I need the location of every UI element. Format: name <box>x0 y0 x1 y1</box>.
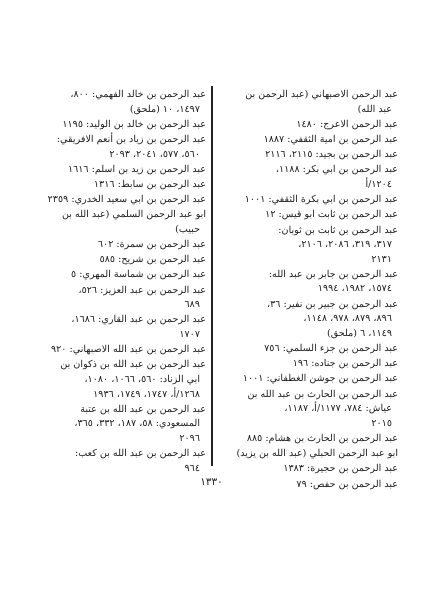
index-entry <box>216 88 398 117</box>
entry-line: عبد الرحمن بن خالد بن الوليد: ١١٩٥ <box>62 118 206 130</box>
index-column-left <box>40 88 206 477</box>
entry-line: عبد الرحمن بن ابي بكرة الثقفي: ١٠٠١ <box>244 194 398 206</box>
entry-line: عبد الرحمن بن جناده: ١٩٦ <box>292 358 398 370</box>
entry-line: عبد الرحمن بن عبد الله بن ذكوان بن <box>60 359 206 371</box>
index-entry <box>40 163 206 178</box>
index-entry <box>216 298 398 342</box>
index-entry <box>40 358 206 402</box>
entry-line: عبد الرحمن بن الحارث بن عبد الله بن <box>247 388 398 400</box>
entry-continuation-line: ١٤٩٧، ١٠ (ملحق) <box>129 103 200 115</box>
index-entry <box>40 238 206 253</box>
entry-line: عبد الرحمن بن جبير بن نفير: ٣٦، <box>267 298 398 310</box>
entry-continuation-line: ١٥٧٤، ١٩٨٢، ١٩٩٤ <box>317 283 392 295</box>
entry-line: عبد الرحمن بن عبد الله بن عتبة <box>80 403 206 415</box>
entry-continuation-line: ٦٨٩ <box>184 299 200 311</box>
index-entry <box>40 178 206 193</box>
index-entry <box>216 148 398 163</box>
index-entry <box>216 224 398 268</box>
index-entry <box>216 432 398 447</box>
entry-line: عبد الرحمن بن عبد العزيز: ٥٢٦، <box>78 284 206 296</box>
index-entry <box>40 403 206 447</box>
entry-line: عبد الرحمن بن حفص: ٧٩ <box>296 478 398 490</box>
entry-line: عبد الرحمن بن عبد الله الاصبهاني: ٩٢٠ <box>50 344 206 356</box>
entry-line: عبد الرحمن بن زيد بن اسلم: ١٦١٦ <box>67 163 206 175</box>
entry-continuation-line: ٩٦٤ <box>184 462 200 474</box>
entry-line: عبد الرحمن بن عبد القاري: ١٦٨٦، <box>71 314 206 326</box>
index-entry <box>40 133 206 162</box>
entry-line: عبد الرحمن بن سمرة: ٦٠٢ <box>97 239 206 251</box>
index-entry <box>216 208 398 223</box>
entry-line: عبد الرحمن بن جابر بن عبد الله: <box>268 268 398 280</box>
entry-continuation-line: عبد الله) <box>357 103 392 115</box>
index-column-right <box>216 88 398 493</box>
entry-continuation-line: ٢١٣١ <box>371 253 392 265</box>
entry-line: عبد الرحمن بن خالد الفهمي: ٨٠٠، <box>70 89 206 100</box>
index-entry <box>216 118 398 133</box>
entry-continuation-line: ٢٠٩٦ <box>179 432 200 444</box>
entry-continuation-line: ٢٠١٥ <box>371 417 392 429</box>
index-entry <box>40 284 206 313</box>
entry-continuation-line: حبيب) <box>175 223 200 235</box>
entry-continuation-line: ١٧٠٧ <box>179 329 200 341</box>
index-entry <box>40 208 206 237</box>
entry-line: عبد الرحمن بن جزء السلمي: ٧٥٦ <box>264 343 398 355</box>
index-entry <box>40 268 206 283</box>
entry-continuation-line: ١٢٠٤/أ <box>365 178 392 190</box>
index-entry <box>40 118 206 133</box>
entry-line: عبد الرحمن الاصبهاني (عبد الرحمن بن <box>245 89 398 100</box>
entry-line: عبد الرحمن الاعرج: ١٤٨٠ <box>296 118 398 130</box>
index-entry <box>216 342 398 357</box>
index-entry <box>40 343 206 358</box>
entry-line: عبد الرحمن بن شريح: ٥٨٥ <box>99 254 206 266</box>
entry-line: عبد الرحمن بن ثابت بن ثوبان: <box>278 224 398 236</box>
index-entry <box>216 193 398 208</box>
index-entry <box>216 268 398 297</box>
entry-line: ابو عبد الرحمن الحبلي (عبد الله بن يزيد) <box>236 448 398 460</box>
entry-line: عبد الرحمن بن شماسة المهري: ٥ <box>71 269 206 281</box>
index-entry <box>216 357 398 372</box>
index-entry <box>216 372 398 387</box>
index-entry <box>216 133 398 148</box>
entry-continuation-line: عياش: ٧٨٤، ١١٧٧/أ، ١١٨٧، <box>284 403 392 415</box>
index-entry <box>216 462 398 477</box>
entry-continuation-line: المسعودي: ٥٨، ١٨٧، ٣٣٢، ٣٦٥، <box>74 418 200 430</box>
entry-line: عبد الرحمن بن بجيد: ٢١١٥، ٢١١٦ <box>265 149 398 161</box>
index-entry <box>40 193 206 208</box>
index-entry <box>216 388 398 432</box>
entry-line: عبد الرحمن بن ابي سعيد الخدري: ٢٣٥٩ <box>47 194 206 206</box>
entry-line: عبد الرحمن بن ثابت ابو قيس: ١٢ <box>265 209 398 221</box>
index-entry <box>40 88 206 117</box>
entry-line: عبد الرحمن بن زياد بن أنعم الافريقي: <box>56 133 206 145</box>
entry-line: عبد الرحمن بن حجيرة: ١٣٨٣ <box>283 463 398 475</box>
entry-continuation-line: ابي الزناد: ٥٦٠، ١٠٦٦، ١٠٨٠، <box>84 374 200 385</box>
entry-continuation-line: ٥٦٠، ٥٧٧، ٢٠٤١، ٢٠٩٣ <box>109 148 200 160</box>
entry-continuation-line: ٨٩٦، ٨٧٩، ٩٧٨، ١١٤٨، <box>303 313 392 325</box>
page-number: ١٣٣٠ <box>200 476 223 488</box>
entry-line: عبد الرحمن بن ابي بكر: ١١٨٨، <box>275 164 398 176</box>
entry-line: عبد الرحمن بن جوشن الغطفاني: ١٠٠١ <box>242 373 398 385</box>
index-entry <box>40 447 206 476</box>
index-entry <box>40 253 206 268</box>
entry-continuation-line: ١١٤٩، ٦ (ملحق) <box>327 327 392 339</box>
index-entry <box>40 313 206 342</box>
column-divider <box>211 86 213 466</box>
entry-line: عبد الرحمن بن سابط: ١٣١٦ <box>93 178 206 190</box>
entry-line: ابو عبد الرحمن السلمي (عبد الله بن <box>61 209 206 221</box>
entry-continuation-line: ١٢٦٨/أ، ١٧٤٧، ١٧٤٩، ١٩٣٦ <box>93 388 200 400</box>
entry-line: عبد الرحمن بن الحارث بن هشام: ٨٨٥ <box>246 432 398 444</box>
entry-line: عبد الرحمن بن امية الثقفي: ١٨٨٧ <box>263 133 398 145</box>
entry-continuation-line: ٣١٧، ٣١٩، ٢٠٨٦، ٢١٠٦، <box>298 239 392 251</box>
index-entry <box>216 447 398 462</box>
entry-line: عبد الرحمن بن عبد الله بن كعب: <box>75 448 206 460</box>
index-entry <box>216 163 398 192</box>
